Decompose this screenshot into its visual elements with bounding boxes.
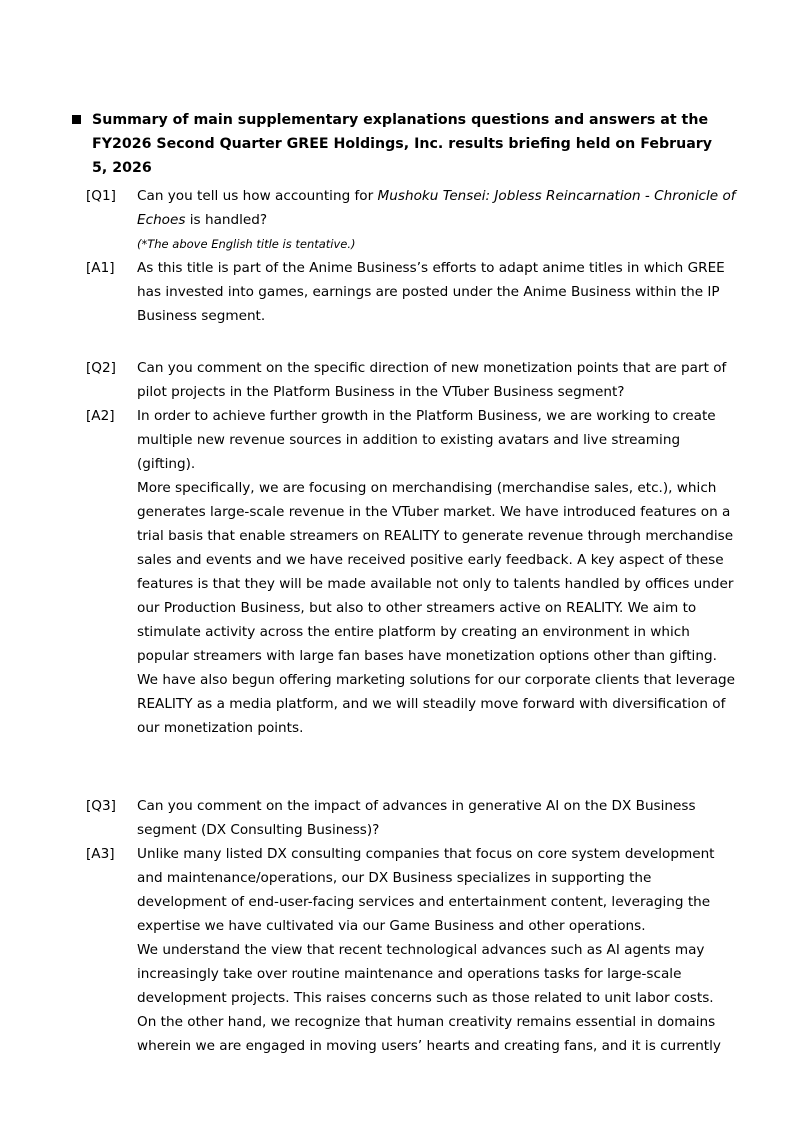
question-text: Can you comment on the impact of advances in generative AI on the DX Business segment (DX Consulting Business)? [137, 798, 696, 838]
answer-paragraph: Unlike many listed DX consulting companies that focus on core system development and maintenance/operations, our DX Business specializes in supporting the development of end-user-facing services and entertainment content, leveraging the expertise we have cultivated via our Game Business and other operations. [137, 846, 715, 934]
answer-paragraph: More specifically, we are focusing on merchandising (merchandise sales, etc.), which generates large-scale revenue in the VTuber market. We have introduced features on a trial basis that enable streamers on REALITY to generate revenue through merchandise sales and events and we have received positive early feedback. A key aspect of these features is that they will be made available not only to talents handled by offices under our Production Business, but also to other streamers active on REALITY. We aim to stimulate activity across the entire platform by creating an environment in which popular streamers with large fan bases have monetization options other than gifting. [137, 480, 734, 664]
answer-tag: [A1] [86, 260, 115, 276]
qa-block-2 [86, 356, 736, 740]
answer-text: As this title is part of the Anime Business’s efforts to adapt anime titles in which GREE has invested into games, earnings are posted under the Anime Business within the IP Business segment. [137, 260, 725, 324]
answer-paragraph: In order to achieve further growth in the Platform Business, we are working to create multiple new revenue sources in addition to existing avatars and live streaming (gifting). [137, 408, 716, 472]
game-title: Mushoku Tensei: Jobless Reincarnation - Chronicle of Echoes [137, 188, 736, 228]
question-text: Can you comment on the specific direction of new monetization points that are part of pilot projects in the Platform Business in the VTuber Business segment? [137, 360, 727, 400]
qa-block-3 [86, 794, 736, 1058]
question-tag: [Q3] [86, 798, 116, 814]
question-text: Can you tell us how accounting for Mushoku Tensei: Jobless Reincarnation - Chronicle of Echoes is handled? [137, 188, 736, 228]
answer-text [137, 842, 736, 1058]
answer-text [137, 404, 736, 740]
answer-paragraph: We understand the view that recent technological advances such as AI agents may increasingly take over routine maintenance and operations tasks for large-scale development projects. This raises concerns such as those related to unit labor costs. On the other hand, we recognize that human creativity remains essential in domains wherein we are engaged in moving users’ hearts and creating fans, and it is currently [137, 942, 721, 1054]
qa-block-1 [86, 184, 736, 328]
answer-tag: [A2] [86, 408, 115, 424]
answer-tag: [A3] [86, 846, 115, 862]
section-heading [72, 108, 732, 180]
title-note: (*The above English title is tentative.) [137, 237, 356, 251]
question-tag: [Q2] [86, 360, 116, 376]
heading-text: Summary of main supplementary explanations questions and answers at the FY2026 Second Quarter GREE Holdings, Inc. results briefing held on February 5, 2026 [92, 112, 713, 176]
answer-paragraph: We have also begun offering marketing solutions for our corporate clients that leverage REALITY as a media platform, and we will steadily move forward with diversification of our monetization points. [137, 672, 736, 736]
question-tag: [Q1] [86, 188, 116, 204]
square-bullet-icon [72, 115, 81, 124]
